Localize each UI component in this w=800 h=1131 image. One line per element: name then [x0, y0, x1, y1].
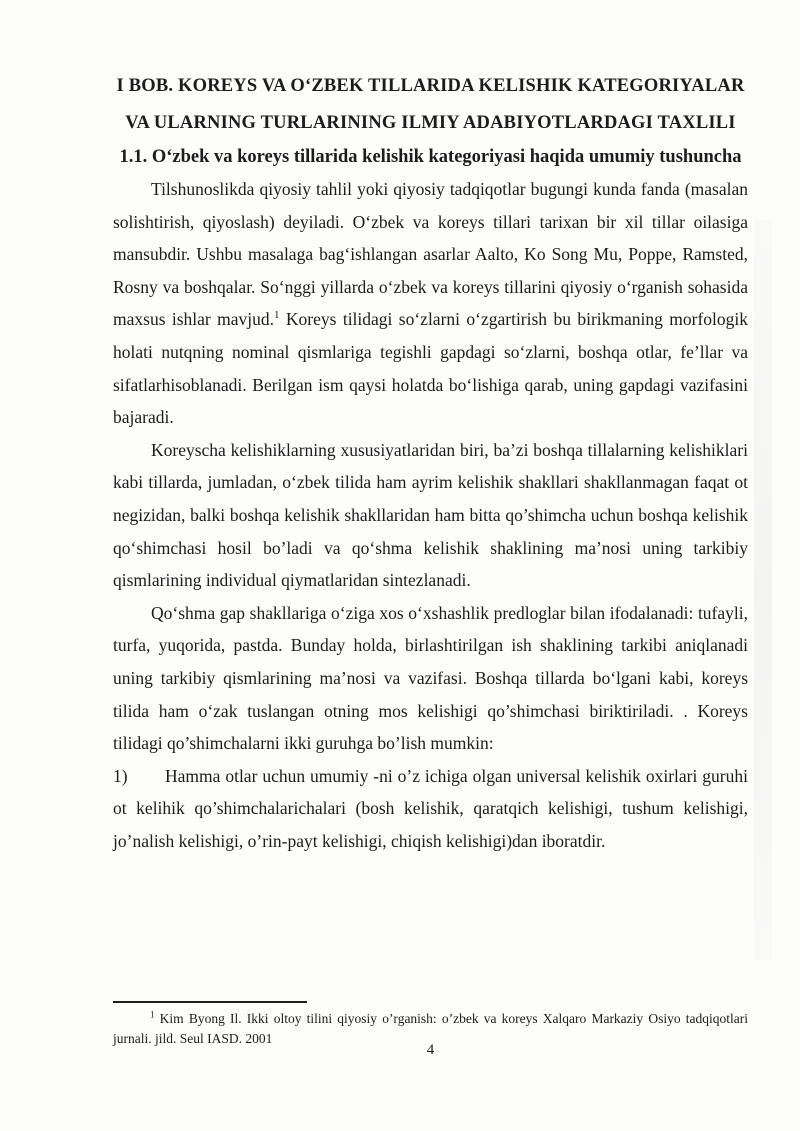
- footnote-body: Kim Byong Il. Ikki oltoy tilini qiyosiy o’rganish: o’zbek va koreys Xalqaro Markaziy Osiyo tadqiqotlari jurnali. jild. Seul IASD. 2001: [113, 1011, 748, 1046]
- paragraph-2: Koreyscha kelishiklarning xususiyatlaridan biri, ba’zi boshqa tillalarning kelishiklari kabi tillarda, jumladan, o‘zbek tilida ham ayrim kelishik shakllari shakllanmagan faqat ot negizidan, balki boshqa kelishik shakllaridan ham bitta qo’shimcha uchun boshqa kelishik qo‘shimchasi hosil bo’ladi va qo‘shma kelishik shaklining ma’nosi uning tarkibiy qismlarining individual qiymatlaridan sintezlanadi.: [113, 439, 748, 591]
- page-number: 4: [426, 1042, 435, 1058]
- footnote-marker: 1: [150, 1009, 155, 1020]
- paragraph-3: Qo‘shma gap shakllariga o‘ziga xos o‘xshashlik predloglar bilan ifodalanadi: tufayli, turfa, yuqorida, pastda. Bunday holda, birlashtirilgan ish shaklining tarkibi aniqlanadi uning tarkibiy qismlarining ma’nosi va vazifasi. Boshqa tillarda bo‘lgani kabi, koreys tilida ham o‘zak tuslangan otning mos kelishigi qo’shimchasi biriktiriladi. . Koreys tilidagi qo’shimchalarni ikki guruhga bo’lish mumkin:: [113, 602, 748, 754]
- list-item-1: [113, 760, 748, 858]
- chapter-title: I BOB. KOREYS VA O‘ZBEK TILLARIDA KELISHIK KATEGORIYALAR VA ULARNING TURLARINING ILMIY ADABIYOTLARDAGI TAXLILI: [116, 76, 745, 133]
- paragraph-1-text: Tilshunoslikda qiyosiy tahlil yoki qiyosiy tadqiqotlar bugungi kunda fanda (masalan solishtirish, qiyoslash) deyiladi. O‘zbek va koreys tillari tarixan bir xil tillar oilasiga mansubdir. Ushbu masalaga bag‘ishlangan asarlar Aalto, Ko Song Mu, Poppe, Ramsted, Rosny va boshqalar. So‘nggi yillarda o‘zbek va koreys tillarini qiyosiy o‘rganish sohasida maxsus ishlar mavjud.: [113, 179, 748, 330]
- footnote-area: [113, 1001, 748, 1048]
- paragraph-1: [113, 173, 748, 434]
- footnote-divider: [113, 1001, 307, 1003]
- list-item-1-text: Hamma otlar uchun umumiy -ni o’z ichiga olgan universal kelishik oxirlari guruhi ot kelihik qo’shimchalarichalari (bosh kelishik, qaratqich kelishigi, tushum kelishigi, jo’nalish kelishigi, o’rin-payt kelishigi, chiqish kelishigi)dan iboratdir.: [113, 765, 748, 851]
- list-item-1-marker: 1): [113, 765, 128, 786]
- paragraph-1-text-continued: Koreys tilidagi so‘zlarni o‘zgartirish bu birikmaning morfologik holati nutqning nominal qismlariga tegishli gapdagi so‘zlarni, boshqa otlar, fe’llar va sifatlarhisoblanadi. Berilgan ism qaysi holatda bo‘lishiga qarab, uning gapdagi vazifasini bajaradi.: [113, 309, 748, 428]
- section-title: 1.1. O‘zbek va koreys tillarida kelishik kategoriyasi haqida umumiy tushuncha: [119, 147, 742, 167]
- footnote-reference: 1: [274, 309, 280, 322]
